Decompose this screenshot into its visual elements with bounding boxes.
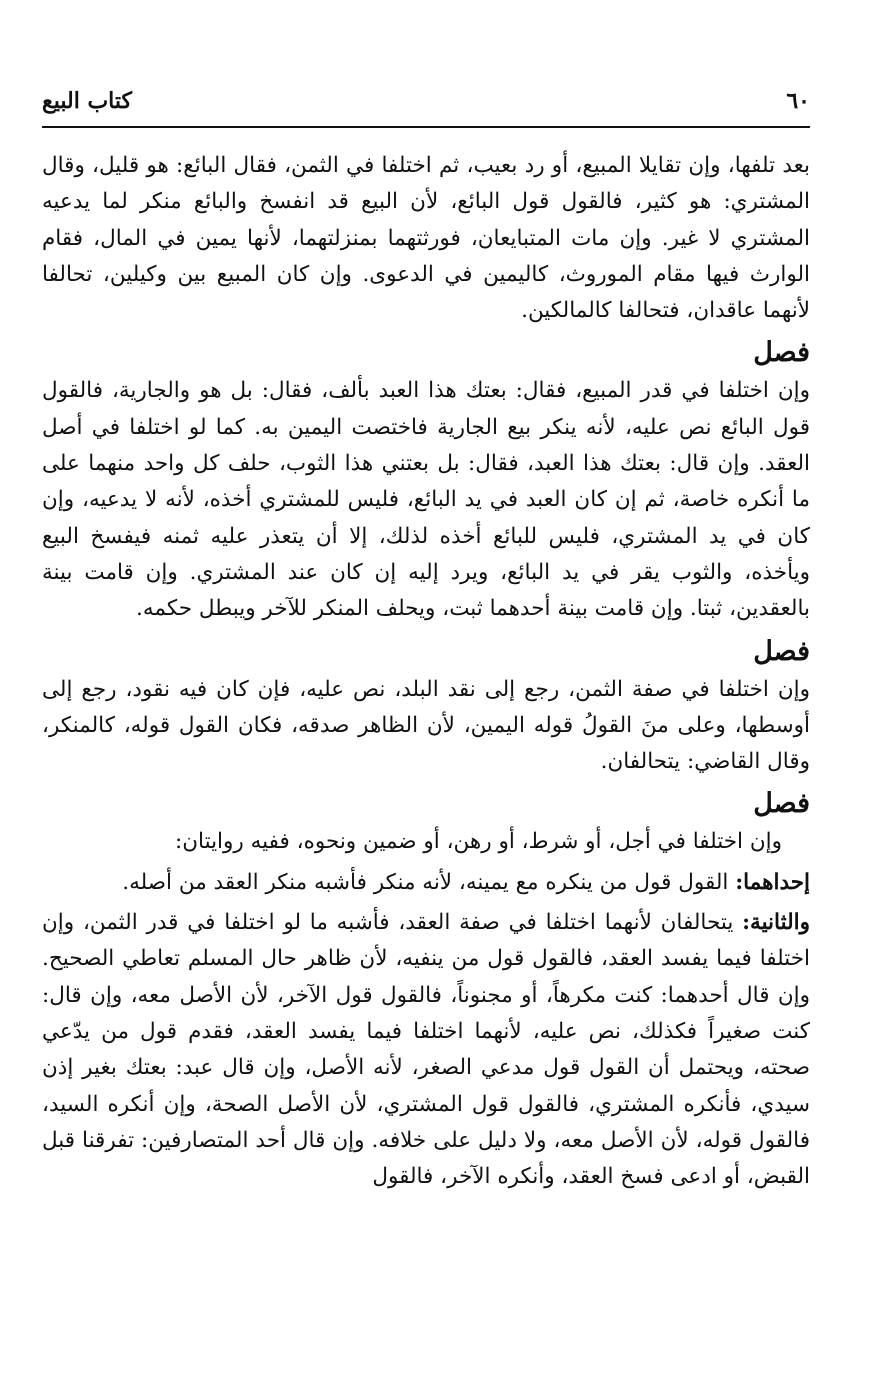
section-heading-1: فصل bbox=[753, 337, 810, 369]
narration-1-label: إحداهما: bbox=[735, 869, 810, 895]
paragraph-2: وإن اختلفا في قدر المبيع، فقال: بعتك هذا العبد بألف، فقال: بل هو والجارية، فالقول قول البائع نص عليه، لأنه ينكر بيع الجارية فاختصت اليمين به. كما لو اختلفا في أصل العقد. وإن قال: بعتك هذا العبد، فقال: بل بعتني هذا الثوب، حلف كل واحد منهما على ما أنكره خاصة، ثم إن كان العبد في يد البائع، فليس للمشتري أخذه، لأنه لا يدعيه، وإن كان في يد المشتري، فليس للبائع أخذه لذلك، إلا أن يتعذر عليه ثمنه فيفسخ البيع ويأخذه، والثوب يقر في يد البائع، ويرد إليه إن كان عند المشتري. وإن قامت بينة بالعقدين، ثبتا. وإن قامت بينة أحدهما ثبت، ويحلف المنكر للآخر ويبطل حكمه. bbox=[42, 378, 810, 622]
running-title: كتاب البيع bbox=[42, 88, 132, 114]
narration-2-text: يتحالفان لأنهما اختلفا في صفة العقد، فأشبه ما لو اختلفا في قدر الثمن، وإن اختلفا فيما يفسد العقد، فالقول قول من ينفيه، لأن ظاهر حال المسلم تعاطي الصحيح. وإن قال أحدهما: كنت مكرهاً، أو مجنوناً، فالقول قول الآخر، لأن الأصل معه، وإن قال: كنت صغيراً فكذلك، نص عليه، لأنهما اختلفا فيما يفسد العقد، فقدم قول من يدّعي صحته، ويحتمل أن القول قول مدعي الصغر، لأنه الأصل، وإن قال عبد: بعتك بغير إذن سيدي، فأنكره المشتري، فالقول قول المشتري، لأن الأصل الصحة، وإن أنكره السيد، فالقول قوله، لأن الأصل معه، ولا دليل على خلافه. وإن قال أحد المتصارفين: تفرقنا قبل القبض، أو ادعى فسخ العقد، وأنكره الآخر، فالقول bbox=[42, 910, 810, 1190]
paragraph-4: وإن اختلفا في أجل، أو شرط، أو رهن، أو ضمين ونحوه، ففيه روايتان: bbox=[175, 829, 782, 855]
header-rule bbox=[42, 126, 810, 128]
paragraph-3: وإن اختلفا في صفة الثمن، رجع إلى نقد البلد، نص عليه، فإن كان فيه نقود، رجع إلى أوسطها، وعلى منَ القولُ قوله اليمين، لأن الظاهر صدقه، فكان القول قوله، كالمنكر، وقال القاضي: يتحالفان. bbox=[42, 676, 810, 775]
narration-2 bbox=[42, 905, 810, 1195]
page-number: ٦٠ bbox=[786, 88, 810, 114]
page-body bbox=[42, 148, 810, 1195]
narration-2-label: والثانية: bbox=[742, 910, 810, 936]
narration-1 bbox=[42, 865, 810, 901]
section-heading-2: فصل bbox=[753, 635, 810, 667]
section-heading-3: فصل bbox=[753, 788, 810, 820]
book-page bbox=[42, 0, 810, 1375]
paragraph-1: بعد تلفها، وإن تقايلا المبيع، أو رد بعيب، ثم اختلفا في الثمن، فقال البائع: هو قليل، وقال المشتري: هو كثير، فالقول قول البائع، لأن البيع قد انفسخ والبائع منكر لما يدعيه المشتري لا غير. وإن مات المتبايعان، فورثتهما بمنزلتهما، لأنها يمين في المال، فقام الوارث فيها مقام الموروث، كاليمين في الدعوى. وإن كان المبيع بين وكيلين، تحالفا لأنهما عاقدان، فتحالفا كالمالكين. bbox=[42, 153, 810, 324]
page-header bbox=[42, 88, 810, 118]
narration-1-text: القول قول من ينكره مع يمينه، لأنه منكر فأشبه منكر العقد من أصله. bbox=[122, 869, 736, 895]
